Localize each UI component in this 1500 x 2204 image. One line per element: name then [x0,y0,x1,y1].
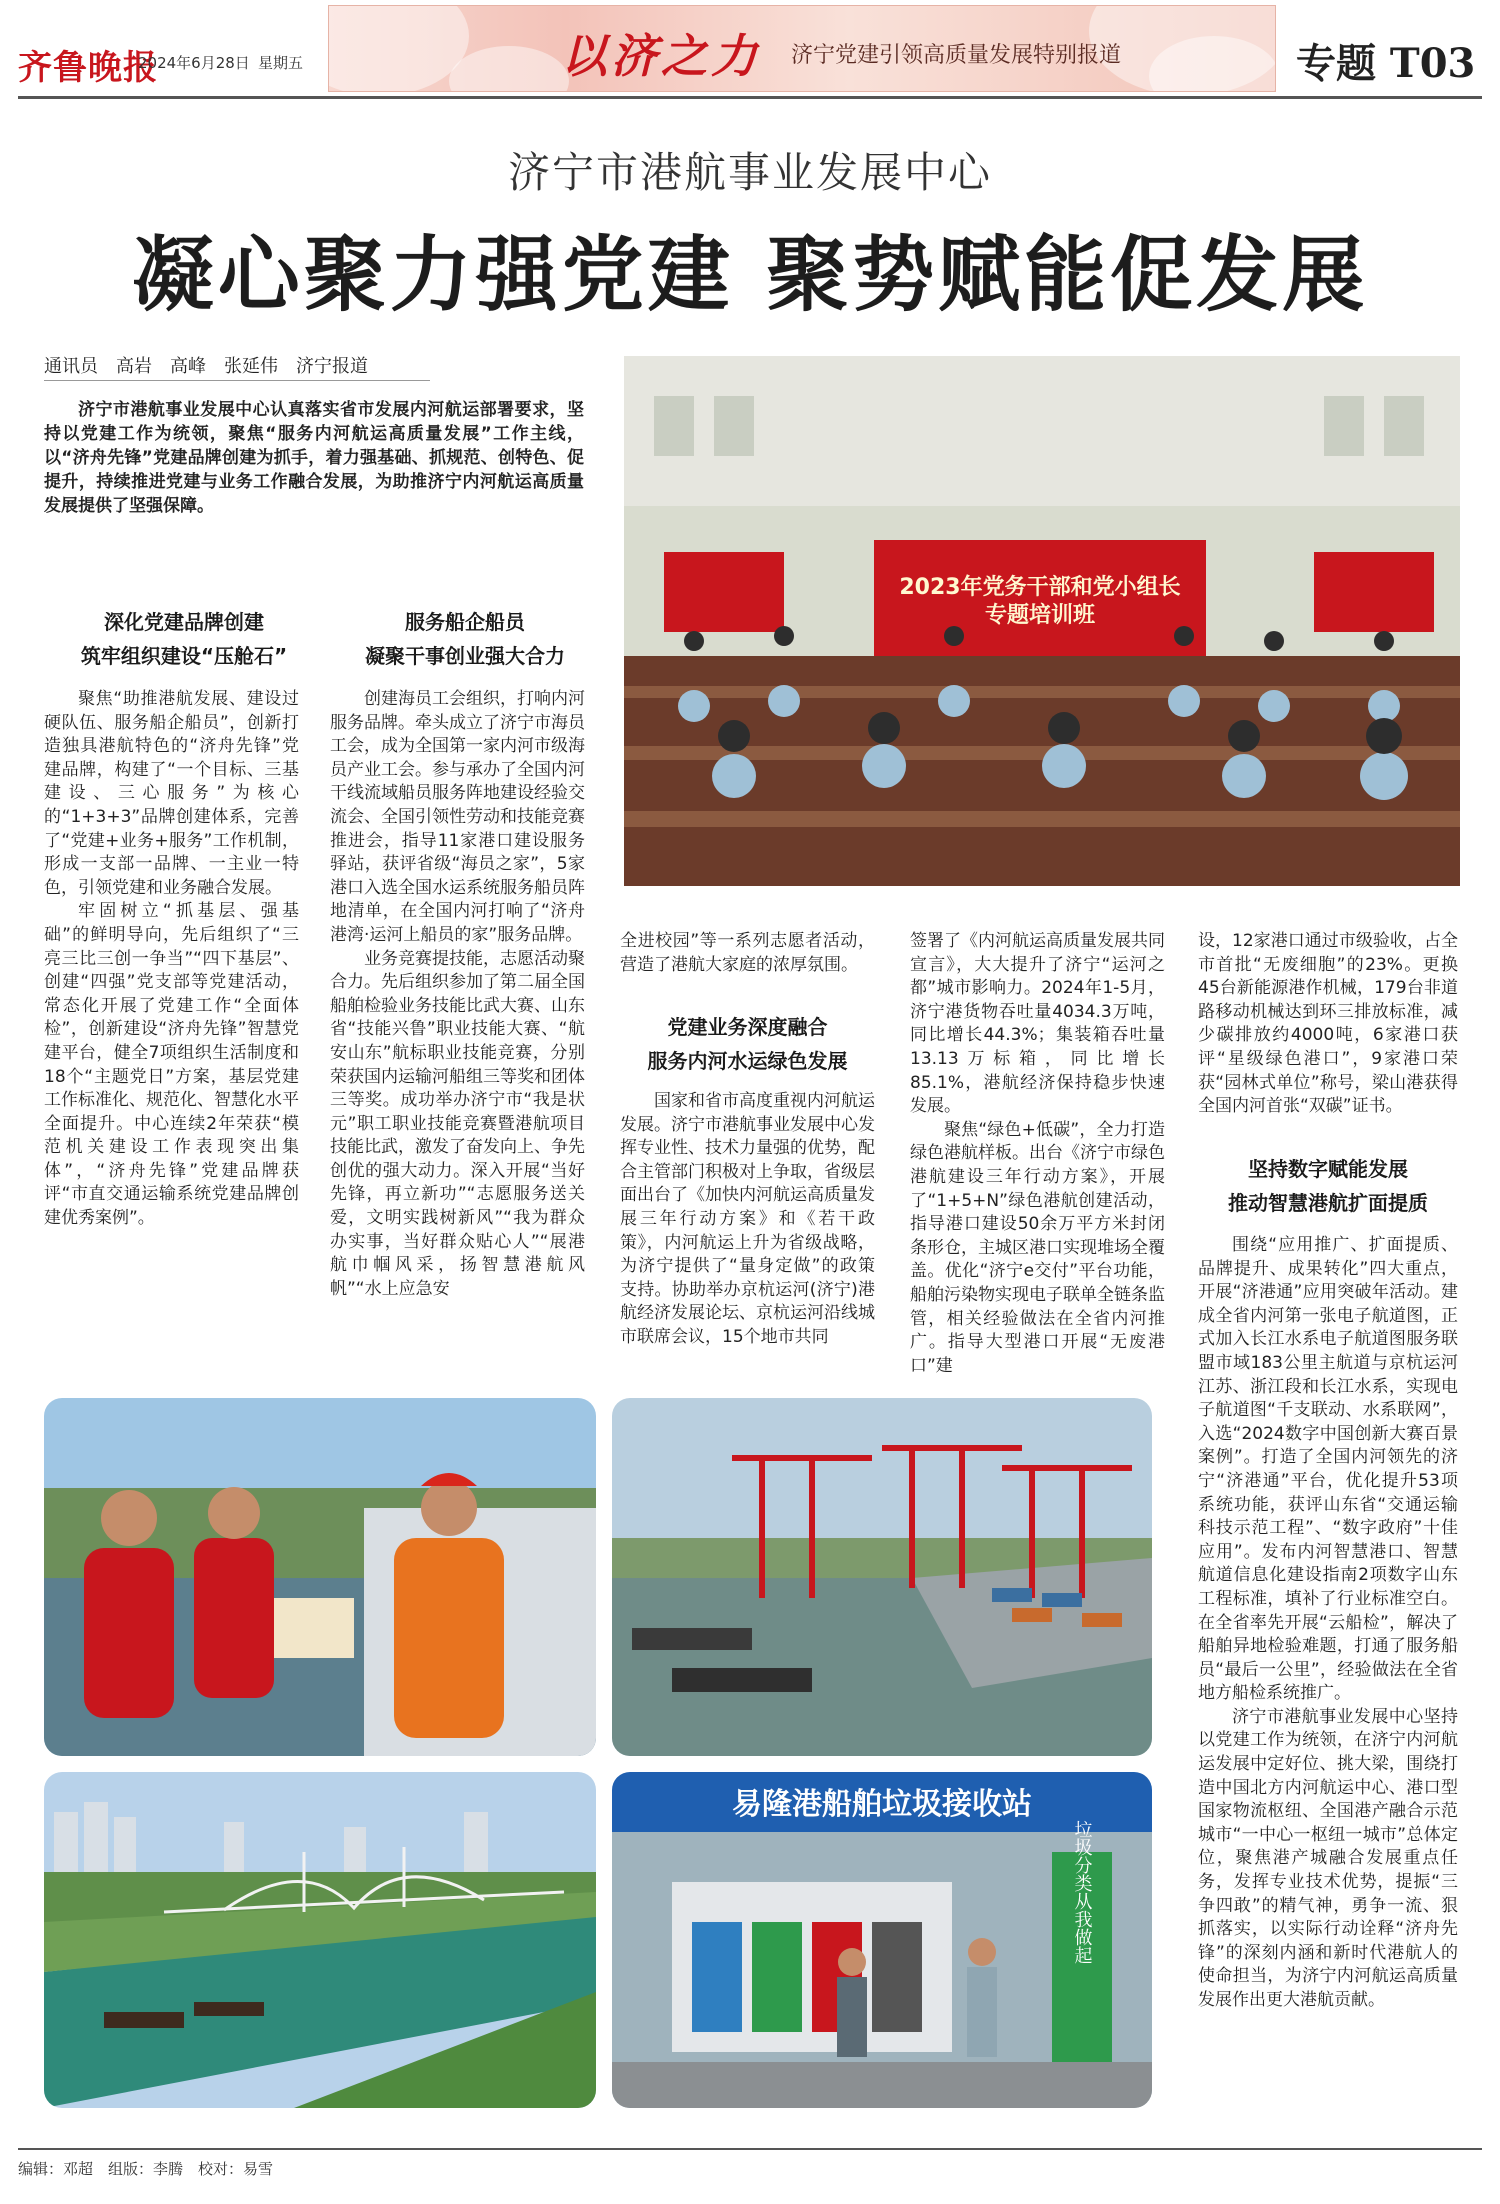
body-column-3: 全进校园”等一系列志愿者活动，营造了港航大家庭的浓厚氛围。 [620,931,875,975]
photo-container-port [612,1398,1152,1756]
screen-subtitle: 专题培训班 [984,603,1096,628]
masthead-logo: 齐鲁晚报 [18,48,158,88]
station-side-sign: 垃圾分类从我做起 [1071,1820,1093,1964]
body-column-2: 创建海员工会组织，打响内河服务品牌。牵头成立了济宁市海员工会，成为全国第一家内河市级海员产业工会。参与承办了全国内河干线流域船员服务阵地建设经验交流会、全国引领性劳动和技能竞赛推进会，指导11家港口建设服务驿站，获评省级“海员之家”，5家港口入选全国水运系统服务船员阵地清单，在全国内河打响了“济舟港湾·运河上船员的家”服务品牌。 业务竞赛提技能，志愿活动聚合力。先后组织参加了第二届全国船舶检验业务技能比武大赛、山东省“技能兴鲁”职业技能大赛、“航安山东”航标职业技能竞赛，分别荣获国内运输河船组三等奖和团体三等奖。成功举办济宁市“我是状元”职工职业技能竞赛暨港航项目技能比武，激发了奋发向上、争先创优的强大动力。深入开展“当好先锋，再立新功”“志愿服务送关爱，文明实践树新风”“我为群众办实事，当好群众贴心人”“展港航巾帼风采，扬智慧港航风帆”“水上应急安 [330,689,585,1299]
article-headline: 凝心聚力强党建 聚势赋能促发展 [131,227,1369,323]
footer-divider [18,2148,1482,2150]
body-column-3b: 国家和省市高度重视内河航运发展。济宁市港航事业发展中心发挥专业性、技术力量强的优势，配合主管部门积极对上争取，省级层面出台了《加快内河航运高质量发展三年行动方案》和《若干政策》，内河航运上升为省级战略，为济宁提供了“量身定做”的政策支持。协助举办京杭运河(济宁)港航经济发展论坛、京杭运河沿线城市联席会议，15个地市共同 [620,1091,875,1347]
photo-crew-service [44,1398,596,1756]
body-column-5b: 围绕“应用推广、扩面提质、品牌提升、成果转化”四大重点，开展“济港通”应用突破年活动。建成全省内河第一张电子航道图，正式加入长江水系电子航道图服务联盟市域183公里主航道与京杭运河江苏、浙江段和长江水系，实现电子航道图“千支联动、水系联网”，入选“2024数字中国创新大赛百景案例”。打造了全国内河领先的济宁“济港通”平台，优化提升53项系统功能，获评山东省“交通运输科技示范工程”、“数字政府”十佳应用”。发布内河智慧港口、智慧航道信息化建设指南2项数字山东工程标准，填补了行业标准空白。在全省率先开展“云船检”，解决了船舶异地检验难题，打通了服务船员“最后一公里”，经验做法在全省地方船检系统推广。 济宁市港航事业发展中心坚持以党建工作为统领，在济宁内河航运发展中定好位、挑大梁，围绕打造中国北方内河航运中心、港口型国家物流枢纽、全国港产融合示范城市“一中心一枢纽一城市”总体定位，聚焦港产城融合发展重点任务，发挥专业技术优势，提振“三争四敢”的精气神，勇争一流、狠抓落实，以实际行动诠释“济舟先锋”的深刻内涵和新时代港航人的使命担当，为济宁内河航运高质量发展作出更大港航贡献。 [1198,1235,1458,2010]
banner-title: 以济之力 [561,29,761,83]
special-report-banner [328,5,1276,92]
photo-training-meeting [624,356,1460,886]
byline-divider [44,380,430,381]
byline: 通讯员 高岩 高峰 张延伟 济宁报道 [44,356,368,377]
body-column-4: 签署了《内河航运高质量发展共同宣言》，大大提升了济宁“运河之都”城市影响力。2024年1-5月，济宁港货物吞吐量4034.3万吨，同比增长44.3%；集装箱吞吐量13.13万标箱，同比增长85.1%，港航经济保持稳步快速发展。 聚焦“绿色+低碳”，全力打造绿色港航样板。出台《济宁市绿色港航建设三年行动方案》，开展了“1+5+N”绿色港航创建活动，指导港口建设50余万平方米封闭条形仓，主城区港口实现堆场全覆盖。优化“济宁e交付”平台功能，船舶污染物实现电子联单全链条监管，相关经验做法在全省内河推广。指导大型港口开展“无废港口”建 [910,931,1165,1376]
photo-river-bridge [44,1772,596,2108]
screen-title: 2023年党务干部和党小组长 [899,575,1181,600]
body-column-1: 聚焦“助推港航发展、建设过硬队伍、服务船企船员”，创新打造独具港航特色的“济舟先锋”党建品牌，构建了“一个目标、三基建设、三心服务”为核心的“1+3+3”品牌创建体系，完善了“党建+业务+服务”工作机制，形成一支部一品牌、一主业一特色，引领党建和业务融合发展。 牢固树立“抓基层、强基础”的鲜明导向，先后组织了“三亮三比三创一争当”“四下基层”、创建“四强”党支部等党建活动，常态化开展了党建工作“全面体检”，创新建设“济舟先锋”智慧党建平台，健全7项组织生活制度和18个“主题党日”方案，基层党建工作标准化、规范化、智慧化水平全面提升。中心连续2年荣获“模范机关建设工作表现突出集体”，“济舟先锋”党建品牌获评“市直交通运输系统党建品牌创建优秀案例”。 [44,689,299,1229]
footer-credits: 编辑：邓超 组版：李腾 校对：易雪 [18,2160,274,2178]
header-divider [18,96,1482,99]
station-sign: 易隆港船舶垃圾接收站 [732,1787,1032,1822]
body-column-5: 设，12家港口通过市级验收，占全市首批“无废细胞”的23%。更换45台新能源港作机械，179台非道路移动机械达到环三排放标准，减少碳排放约4000吨，6家港口获评“星级绿色港口”，9家港口荣获“园林式单位”称号，梁山港获得全国内河首张“双碳”证书。 [1198,931,1458,1117]
section-heading-3: 党建业务深度融合 服务内河水运绿色发展 [647,1015,848,1073]
issue-date: 2024年6月28日 [138,54,250,72]
section-heading-4: 坚持数字赋能发展 推动智慧港航扩面提质 [1228,1157,1428,1215]
lead-paragraph: 济宁市港航事业发展中心认真落实省市发展内河航运部署要求，坚持以党建工作为统领，聚焦“服务内河航运高质量发展”工作主线，以“济舟先锋”党建品牌创建为抓手，着力强基础、抓规范、创特色、促提升，持续推进党建与业务工作融合发展，为助推济宁内河航运高质量发展提供了坚强保障。 [44,400,584,516]
article-kicker: 济宁市港航事业发展中心 [507,148,992,197]
section-label: 专题 T03 [1296,40,1476,87]
banner-subtitle: 济宁党建引领高质量发展特别报道 [791,43,1122,68]
section-heading-1: 深化党建品牌创建 筑牢组织建设“压舱石” [80,610,288,668]
issue-weekday: 星期五 [258,54,304,72]
photo-waste-station [612,1772,1152,2108]
section-heading-2: 服务船企船员 凝聚干事创业强大合力 [365,610,565,668]
